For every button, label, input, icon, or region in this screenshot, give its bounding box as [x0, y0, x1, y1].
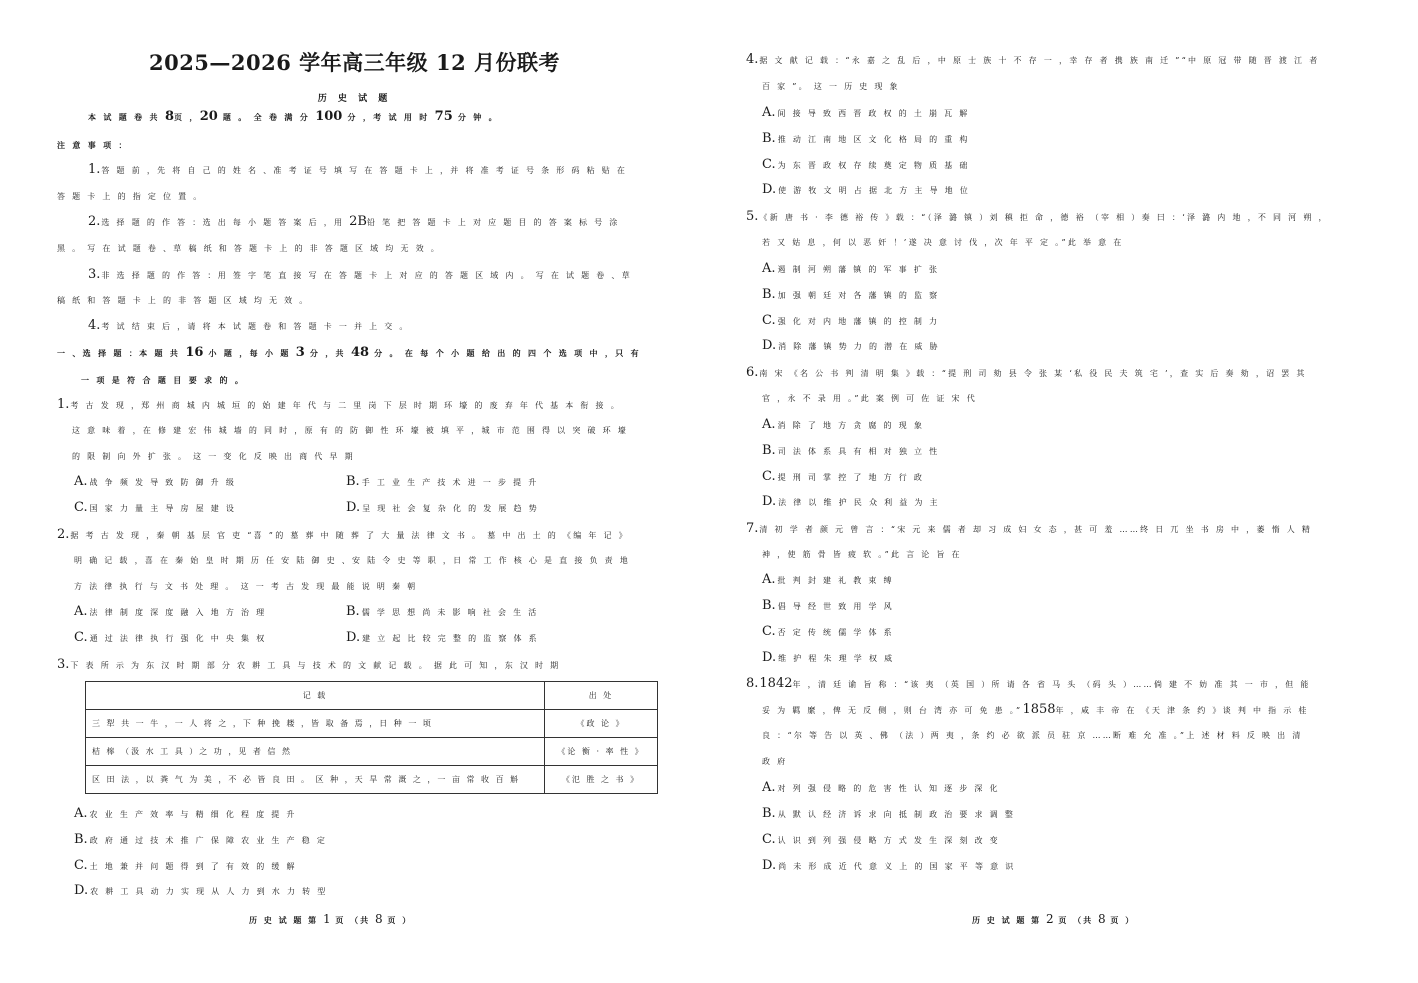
question-8 [746, 677, 1311, 692]
option-letter: D. [762, 858, 777, 873]
question-stem: 下 表 所 示 为 东 汉 时 期 部 分 农 耕 工 具 与 技 术 的 文 献 记 载 。 据 此 可 知 ，东 汉 时 期 [70, 661, 561, 670]
table-header-source: 出 处 [545, 682, 658, 710]
notice-cont: 答 题 卡 上 的 指 定 位 置 。 [57, 192, 204, 201]
question-stem: 这 意 味 着 ，在 修 建 宏 伟 城 墙 的 同 时 ，原 有 的 防 御 性 环 壕 被 填 平 ，城 市 范 围 得 以 突 破 环 壕 [72, 426, 629, 435]
question-stem: 清 初 学 者 颜 元 曾 言 ：“宋 元 来 儒 者 却 习 成 妇 女 态 ，甚 可 羞 ……终 日 兀 坐 书 房 中 ，萎 惰 人 精 [759, 525, 1313, 534]
question-6 [746, 366, 1307, 381]
question-stem [762, 703, 1309, 718]
question-number: 4. [746, 52, 759, 67]
option-text: 强 化 对 内 地 藩 镇 的 控 制 力 [777, 317, 940, 326]
option-letter: A. [74, 474, 88, 489]
option-a[interactable] [762, 781, 1000, 796]
year-1858: 1858 [1022, 702, 1056, 717]
option-text: 国 家 力 量 主 导 房 屋 建 设 [89, 504, 237, 513]
option-b[interactable] [762, 807, 1015, 822]
option-a[interactable] [762, 573, 894, 588]
option-text: 推 动 江 南 地 区 文 化 格 局 的 重 构 [777, 135, 970, 144]
option-b[interactable] [762, 132, 970, 147]
section-count: 16 [185, 345, 204, 360]
footer-total: 8 [1097, 912, 1106, 926]
option-letter: D. [74, 883, 89, 898]
option-text: 战 争 频 发 导 致 防 御 升 级 [89, 478, 237, 487]
question-number: 8. [746, 676, 759, 691]
table-cell-source: 《氾 胜 之 书 》 [545, 766, 658, 794]
question-5 [746, 210, 1329, 225]
option-text: 提 刑 司 掌 控 了 地 方 行 政 [777, 473, 925, 482]
option-c[interactable] [762, 314, 939, 329]
option-text: 使 游 牧 文 明 占 据 北 方 主 导 地 位 [778, 186, 971, 195]
option-b[interactable] [346, 475, 539, 490]
option-letter: A. [762, 572, 776, 587]
table-row [86, 710, 658, 738]
option-letter: D. [762, 338, 777, 353]
table-cell-record: 三 犁 共 一 牛 ，一 人 将 之 ，下 种 挽 耧 ，皆 取 备 焉 ，日 种 一 顷 [86, 710, 545, 738]
records-table [85, 681, 658, 794]
section-text: 分 ，共 [309, 348, 346, 358]
option-text: 否 定 传 统 儒 学 体 系 [777, 628, 894, 637]
notice-cont: 黑 。 写 在 试 题 卷 、草 稿 纸 和 答 题 卡 上 的 非 答 题 区 域 均 无 效 。 [57, 244, 442, 253]
option-c[interactable] [762, 833, 1000, 848]
footer-text: 页 ） [387, 915, 413, 925]
notice-text: 非 选 择 题 的 作 答 ：用 签 字 笔 直 接 写 在 答 题 卡 上 对 应 的 答 题 区 域 内 。 写 在 试 题 卷 、草 [101, 271, 633, 280]
notice-item [88, 319, 410, 334]
option-letter: B. [762, 598, 776, 613]
option-letter: C. [762, 469, 776, 484]
option-text: 法 律 以 维 护 民 众 利 益 为 主 [778, 498, 940, 507]
section-each: 3 [295, 345, 305, 360]
page-footer [249, 912, 412, 926]
question-number: 3. [57, 657, 70, 672]
intro-pages-unit: 页 [173, 112, 185, 122]
option-d[interactable] [346, 631, 539, 646]
option-letter: B. [346, 474, 360, 489]
notice-num: 2. [88, 214, 101, 229]
option-b[interactable] [74, 833, 327, 848]
intro-pages: 8 [164, 109, 174, 124]
option-c[interactable] [74, 631, 267, 646]
option-text: 加 强 朝 廷 对 各 藩 镇 的 监 察 [777, 291, 940, 300]
question-stem: 的 限 制 向 外 扩 张 。 这 一 变 化 反 映 出 商 代 早 期 [72, 452, 355, 461]
intro-questions-unit: 题 。 全 卷 满 分 [222, 112, 311, 122]
footer-text: 历 史 试 题 第 [972, 915, 1042, 925]
option-a[interactable] [762, 106, 970, 121]
option-text: 建 立 起 比 较 完 整 的 监 察 体 系 [362, 634, 539, 643]
notice-text: 考 试 结 束 后 ，请 将 本 试 题 卷 和 答 题 卡 一 并 上 交 。 [101, 322, 410, 331]
section-text: 小 题 ，每 小 题 [208, 348, 291, 358]
question-2 [57, 528, 629, 543]
option-text: 土 地 兼 并 问 题 得 到 了 有 效 的 缓 解 [89, 862, 297, 871]
option-letter: C. [762, 624, 776, 639]
option-text: 手 工 业 生 产 技 术 进 一 步 提 升 [361, 478, 539, 487]
table-row [86, 738, 658, 766]
intro-text: 本 试 题 卷 共 [88, 112, 160, 122]
option-letter: D. [762, 494, 777, 509]
option-c[interactable] [74, 501, 236, 516]
option-d[interactable] [762, 495, 940, 510]
option-b[interactable] [762, 444, 939, 459]
notice-num: 1. [88, 162, 101, 177]
option-text: 通 过 法 律 执 行 强 化 中 央 集 权 [89, 634, 267, 643]
notice-cont: 稿 纸 和 答 题 卡 上 的 非 答 题 区 域 均 无 效 。 [57, 296, 310, 305]
option-letter: B. [762, 287, 776, 302]
intro-time: 75 [434, 109, 453, 124]
option-letter: B. [762, 443, 776, 458]
option-d[interactable] [762, 859, 1016, 874]
option-letter: D. [762, 182, 777, 197]
option-letter: A. [74, 604, 88, 619]
question-stem: 南 宋 《名 公 书 判 清 明 集 》载 ：“提 刑 司 劾 县 令 张 某 ‘私 役 民 夫 筑 宅 ’，查 实 后 奏 劾 ，诏 罢 其 [759, 369, 1307, 378]
option-text: 呈 现 社 会 复 杂 化 的 发 展 趋 势 [362, 504, 539, 513]
option-text: 对 列 强 侵 略 的 危 害 性 认 知 逐 步 深 化 [777, 784, 1000, 793]
option-text: 消 除 了 地 方 贪 腐 的 现 象 [777, 421, 925, 430]
footer-text: 历 史 试 题 第 [249, 915, 319, 925]
footer-page: 1 [322, 912, 331, 926]
option-a[interactable] [74, 605, 266, 620]
notice-num: 4. [88, 318, 101, 333]
option-letter: B. [762, 806, 776, 821]
table-cell-source: 《论 衡 · 率 性 》 [545, 738, 658, 766]
option-a[interactable] [762, 262, 939, 277]
intro-score: 100 [315, 109, 343, 124]
question-number: 2. [57, 527, 70, 542]
notice-title: 注 意 事 项 ： [57, 140, 129, 150]
option-b[interactable] [346, 605, 539, 620]
option-letter: C. [762, 157, 776, 172]
option-letter: B. [346, 604, 360, 619]
option-letter: C. [762, 832, 776, 847]
question-stem: 官 ，永 不 录 用 。”此 案 例 可 佐 证 宋 代 [762, 394, 978, 403]
question-stem: 明 确 记 载 ，喜 在 秦 始 皇 时 期 历 任 安 陆 御 史 、安 陆 令 史 等 职 ，日 常 工 作 核 心 是 直 接 负 责 地 [74, 556, 631, 565]
section-header [57, 346, 641, 360]
question-number: 1. [57, 397, 70, 412]
option-letter: A. [762, 261, 776, 276]
option-text: 间 接 导 致 西 晋 政 权 的 土 崩 瓦 解 [777, 109, 970, 118]
question-7 [746, 522, 1312, 537]
table-cell-source: 《政 论 》 [545, 710, 658, 738]
option-letter: C. [74, 500, 88, 515]
table-cell-record: 桔 槔 （汲 水 工 具 ）之 功 ，见 者 信 然 [86, 738, 545, 766]
option-letter: D. [762, 650, 777, 665]
option-a[interactable] [74, 475, 236, 490]
option-a[interactable] [74, 807, 297, 822]
option-letter: D. [346, 500, 361, 515]
table-cell-record: 区 田 法 ，以 粪 气 为 美 ，不 必 皆 良 田 。 区 种 ，天 旱 常 溉 之 ，一 亩 常 收 百 斛 [86, 766, 545, 794]
question-stem: 百 家 ”。 这 一 历 史 现 象 [762, 82, 900, 91]
option-b[interactable] [762, 599, 894, 614]
option-text: 尚 未 形 成 近 代 意 义 上 的 国 家 平 等 意 识 [778, 862, 1016, 871]
option-text: 从 默 认 经 济 诉 求 向 抵 制 政 治 要 求 调 整 [777, 810, 1016, 819]
option-c[interactable] [762, 625, 894, 640]
option-text: 农 耕 工 具 动 力 实 现 从 人 力 到 水 力 转 型 [90, 887, 328, 896]
notice-item [88, 268, 632, 283]
notice-pencil: 2B [349, 214, 367, 229]
option-letter: C. [74, 630, 88, 645]
option-d[interactable] [74, 884, 328, 899]
intro-score-unit: 分 ，考 试 用 时 [347, 112, 430, 122]
footer-text: 页 （共 [1058, 915, 1094, 925]
section-text: 一 、选 择 题 ：本 题 共 [57, 348, 181, 358]
option-text: 为 东 晋 政 权 存 续 奠 定 物 质 基 础 [777, 161, 970, 170]
option-text: 司 法 体 系 具 有 相 对 独 立 性 [777, 447, 940, 456]
question-1 [57, 398, 621, 413]
option-letter: A. [762, 417, 776, 432]
notice-text: 答 题 前 ，先 将 自 己 的 姓 名 、准 考 证 号 填 写 在 答 题 卡 上 ，并 将 准 考 证 号 条 形 码 粘 贴 在 [101, 166, 628, 175]
option-letter: C. [74, 858, 88, 873]
notice-item [88, 163, 627, 178]
option-text: 农 业 生 产 效 率 与 精 细 化 程 度 提 升 [89, 810, 297, 819]
footer-text: 页 ） [1110, 915, 1136, 925]
footer-page: 2 [1045, 912, 1054, 926]
option-text: 认 识 到 列 强 侵 略 方 式 发 生 深 刻 改 变 [777, 836, 1000, 845]
option-text: 维 护 程 朱 理 学 权 威 [778, 654, 895, 663]
year-1842: 1842 [759, 676, 793, 691]
question-stem: 政 府 [762, 757, 788, 766]
question-number: 7. [746, 521, 759, 536]
table-header-record: 记 载 [86, 682, 545, 710]
notice-text: 选 择 题 的 作 答 ：选 出 每 小 题 答 案 后 ，用 [101, 218, 345, 227]
question-stem: 据 考 古 发 现 ，秦 朝 基 层 官 吏 “喜 ”的 墓 葬 中 随 葬 了 大 量 法 律 文 书 。 墓 中 出 土 的 《编 年 记 》 [70, 531, 629, 540]
question-3 [57, 658, 560, 673]
question-number: 6. [746, 365, 759, 380]
exam-intro: 本 试 题 卷 共 8页 ，20 题 。 全 卷 满 分 100 分 ，考 试 用 时 75 分 钟 。 [88, 109, 499, 124]
option-d[interactable] [762, 339, 940, 354]
option-c[interactable] [762, 470, 924, 485]
notice-item [88, 215, 620, 230]
notice-num: 3. [88, 267, 101, 282]
exam-subject: 历 史 试 题 [317, 94, 392, 104]
notice-text: 铅 笔 把 答 题 卡 上 对 应 题 目 的 答 案 标 号 涂 [366, 218, 620, 227]
exam-page-2 [709, 0, 1418, 983]
option-letter: A. [74, 806, 88, 821]
option-d[interactable] [346, 501, 539, 516]
option-b[interactable] [762, 288, 939, 303]
question-stem: 良 ：“尔 等 告 以 英 、佛 （法 ）两 夷 ，条 约 必 欲 派 员 驻 京 ……断 难 允 准 。”上 述 材 料 反 映 出 清 [762, 731, 1303, 740]
option-letter: A. [762, 780, 776, 795]
question-4 [746, 53, 1320, 68]
intro-time-unit: 分 钟 。 [457, 112, 499, 122]
option-letter: B. [762, 131, 776, 146]
option-text: 批 判 封 建 礼 教 束 缚 [777, 576, 894, 585]
option-text: 倡 导 经 世 致 用 学 风 [777, 602, 894, 611]
footer-text: 页 （共 [335, 915, 371, 925]
option-d[interactable] [762, 183, 970, 198]
question-number: 5. [746, 209, 759, 224]
option-letter: B. [74, 832, 88, 847]
option-c[interactable] [74, 859, 297, 874]
page-footer [972, 912, 1135, 926]
option-c[interactable] [762, 158, 970, 173]
option-letter: A. [762, 105, 776, 120]
option-a[interactable] [762, 418, 924, 433]
question-stem-part: 年 ，咸 丰 帝 在 《天 津 条 约 》谈 判 中 指 示 桂 [1055, 706, 1309, 715]
option-letter: D. [346, 630, 361, 645]
option-text: 儒 学 思 想 尚 未 影 响 社 会 生 活 [361, 608, 539, 617]
option-text: 法 律 制 度 深 度 融 入 地 方 治 理 [89, 608, 267, 617]
question-stem: 方 法 律 执 行 与 文 书 处 理 。 这 一 考 古 发 现 最 能 说 明 秦 朝 [74, 582, 418, 591]
intro-questions: 20 [199, 109, 218, 124]
question-stem-part: 妥 为 羁 縻 ，俾 无 反 侧 ，则 台 湾 亦 可 免 患 。” [762, 706, 1023, 715]
option-text: 遏 制 河 朔 藩 镇 的 军 事 扩 张 [777, 265, 940, 274]
question-stem: 若 又 姑 息 ，何 以 恶 奸 ！’遂 决 意 讨 伐 ，次 年 平 定 。”此 举 意 在 [762, 238, 1124, 247]
question-stem: 神 ，使 筋 骨 皆 疲 软 。”此 言 论 旨 在 [762, 550, 962, 559]
option-letter: C. [762, 313, 776, 328]
section-total: 48 [350, 345, 370, 360]
option-text: 消 除 藩 镇 势 力 的 潜 在 威 胁 [778, 342, 940, 351]
option-text: 政 府 通 过 技 术 推 广 保 障 农 业 生 产 稳 定 [89, 836, 328, 845]
question-stem: 年 ，清 廷 谕 旨 称 ：“该 夷 （英 国 ）所 请 各 省 马 头 （码 头 ）……倘 建 不 妨 准 其 一 市 ，但 能 [792, 680, 1311, 689]
question-stem: 据 文 献 记 载 ：“永 嘉 之 乱 后 ，中 原 士 族 十 不 存 一 ，幸 存 者 携 族 南 迁 ”“中 原 冠 带 随 晋 渡 江 者 [759, 56, 1320, 65]
section-text: 分 。 在 每 个 小 题 给 出 的 四 个 选 项 中 ，只 有 [374, 348, 641, 358]
exam-title: 2025—2026 学年高三年级 12 月份联考 [148, 50, 561, 75]
footer-total: 8 [374, 912, 383, 926]
question-stem: 考 古 发 现 ，郑 州 商 城 内 城 垣 的 始 建 年 代 与 二 里 岗 下 层 时 期 环 壕 的 废 弃 年 代 基 本 衔 接 。 [70, 401, 622, 410]
option-d[interactable] [762, 651, 894, 666]
table-row [86, 766, 658, 794]
question-stem: 《新 唐 书 · 李 德 裕 传 》载 ：“（泽 潞 镇 ）刘 稹 拒 命 ，德 裕 （宰 相 ）奏 曰 ：‘泽 潞 内 地 ，不 同 河 朔 ， [759, 213, 1329, 222]
section-header-cont: 一 项 是 符 合 题 目 要 求 的 。 [81, 375, 246, 385]
table-header-row [86, 682, 658, 710]
